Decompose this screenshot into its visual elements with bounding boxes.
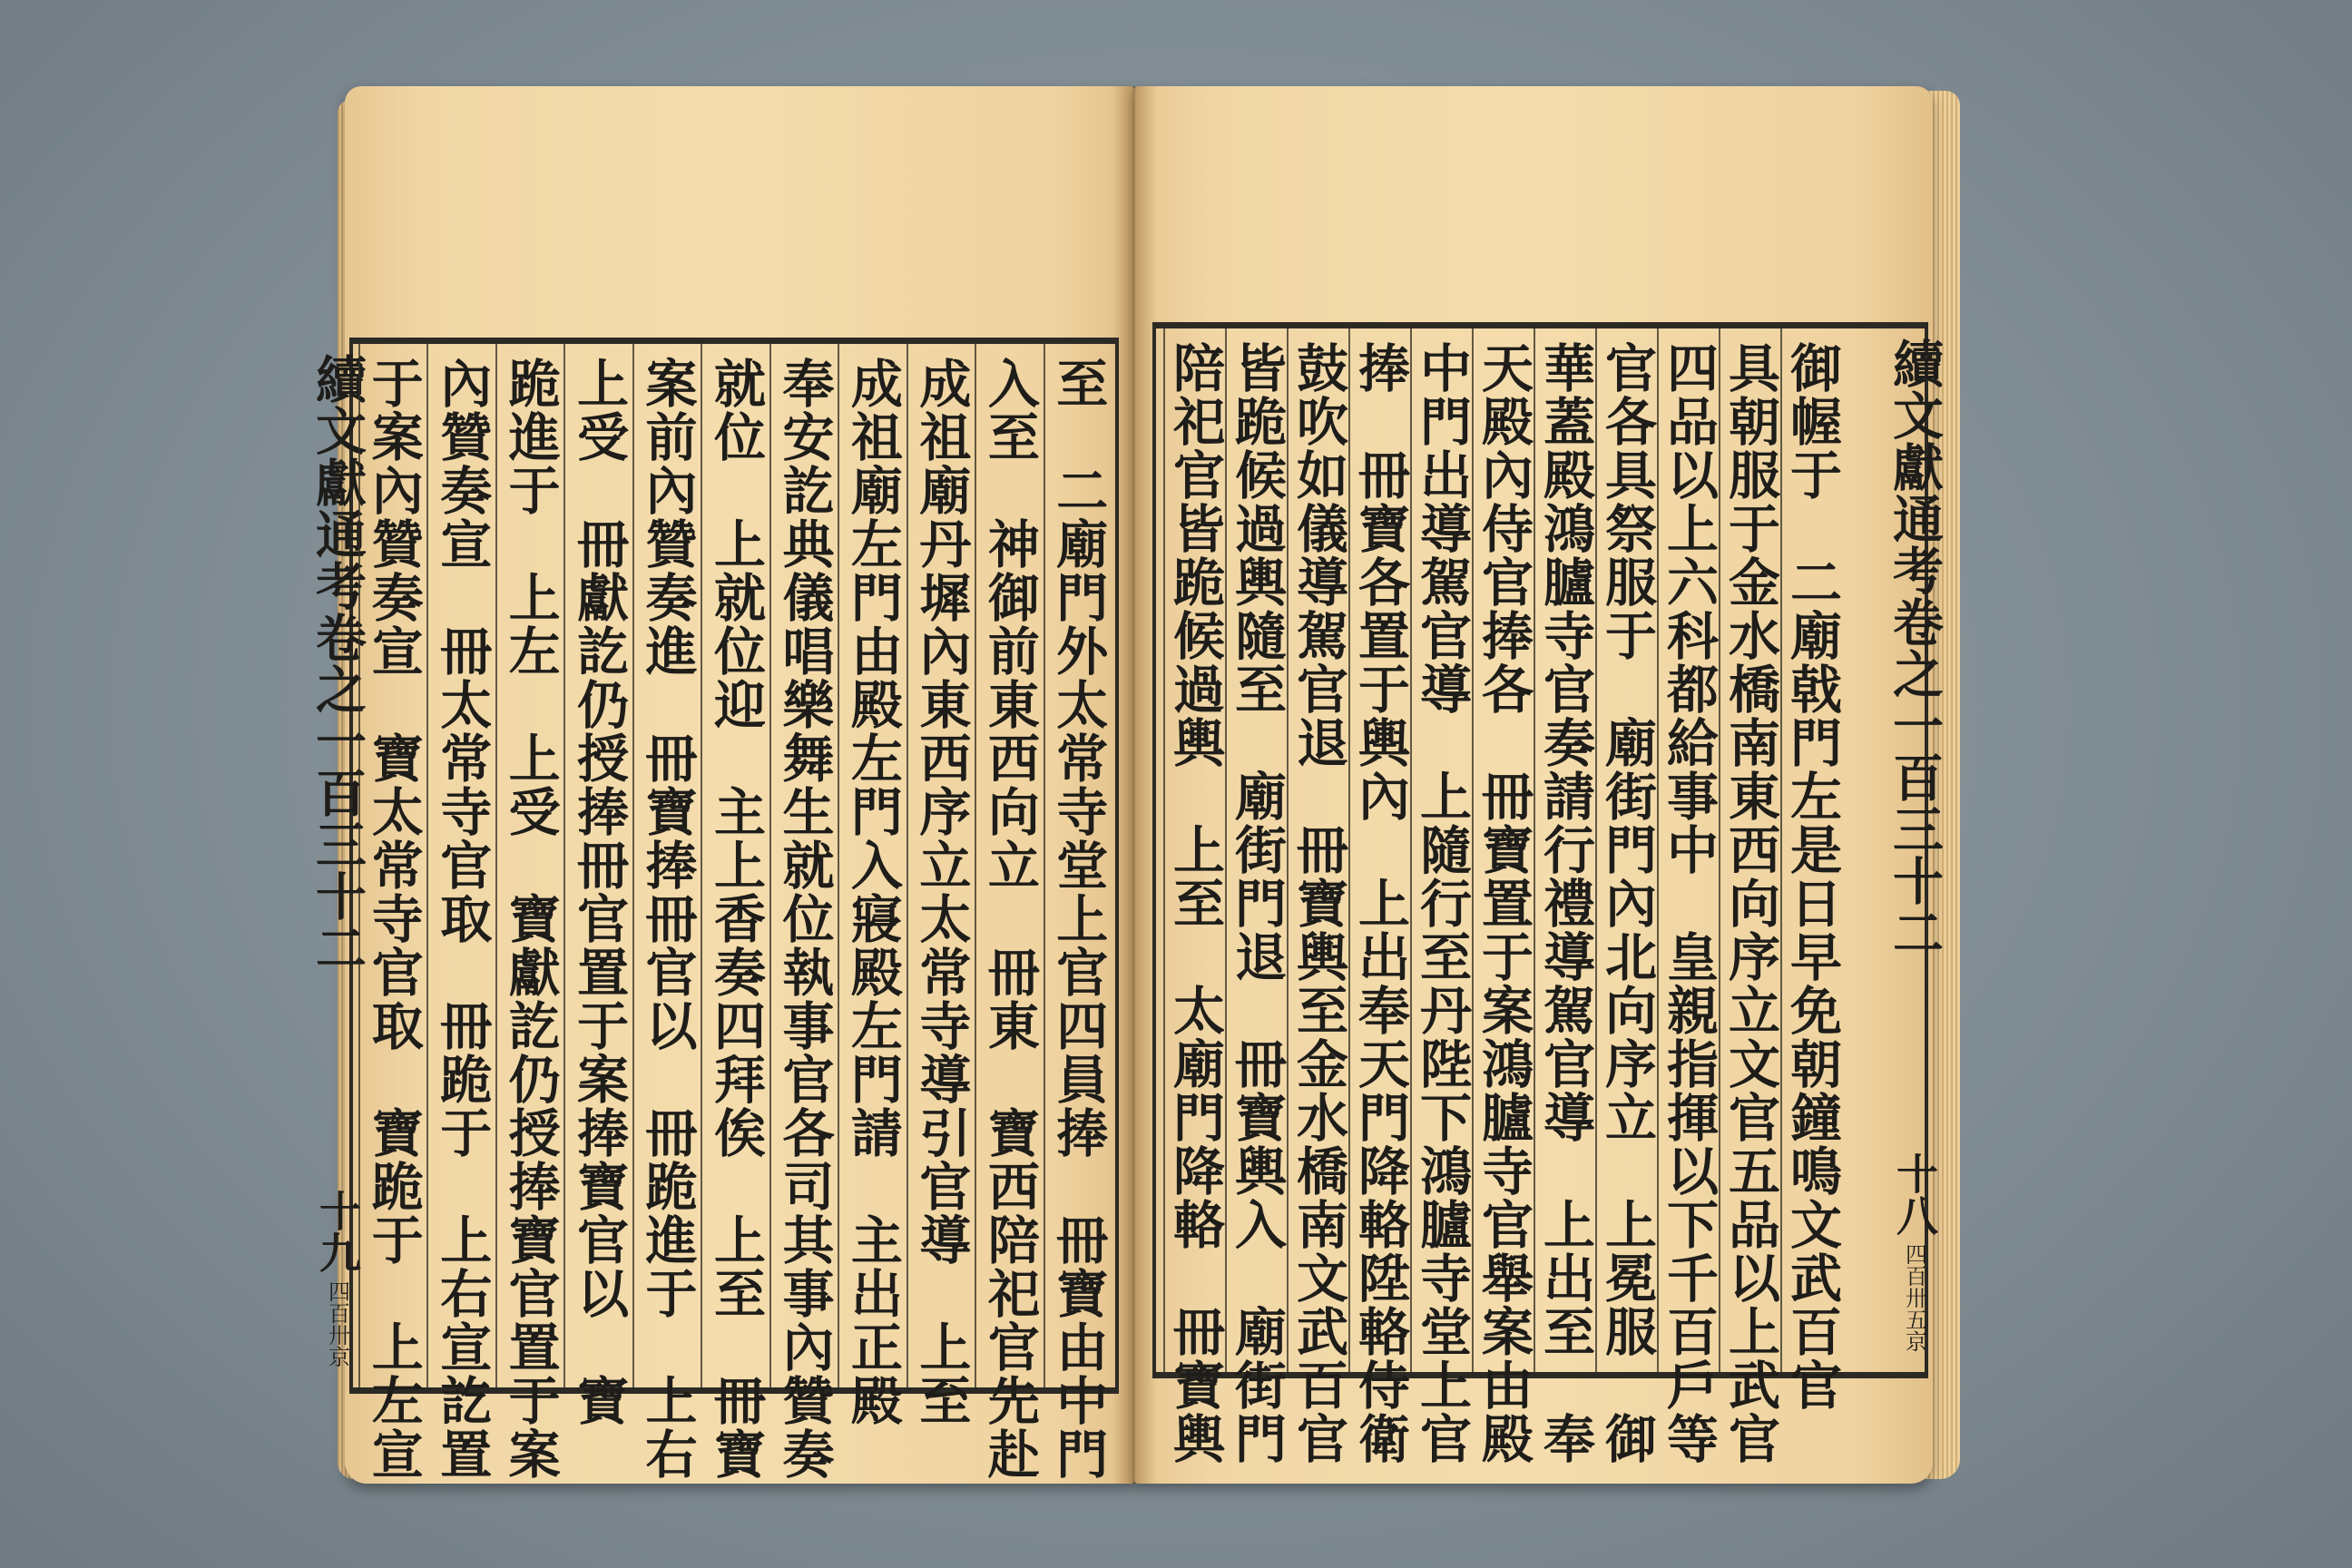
text-column [426,344,495,1481]
text-column [495,344,564,1481]
text-column [838,344,906,1427]
column-text: 具朝服于金水橋南東西向序立文官五品以上武官 [1720,341,1781,1465]
column-text: 成祖廟丹墀內東西序立太常寺導引官導 上至 [910,357,972,1427]
column-text: 御幄于 二廟戟門左是日早免朝鐘鳴文武百官 [1781,341,1843,1412]
text-columns [1163,328,1843,1465]
block-mark: 四百卅五京 [1901,1243,1927,1352]
column-text: 華蓋殿鴻臚寺官奏請行禮導駕官導 上出至 奉 [1534,341,1596,1465]
column-text: 內贊奏宣 冊太常寺官取 冊跪于 上右宣訖置 [431,357,493,1481]
left-frame-border [1152,328,1156,1372]
text-column [632,344,701,1481]
text-column [1472,328,1534,1465]
right-banxin [1883,328,1946,1372]
text-column [1534,328,1596,1465]
text-column [1044,344,1112,1481]
column-text: 就位 上就位迎 主上香奏四拜俟 上至 冊寶 [705,357,767,1481]
column-text: 陪祀官皆跪候過輿 上至 太廟門降輅 冊寶輿 [1164,341,1226,1465]
text-column [1657,328,1720,1465]
column-text: 入至 神御前東西向立 冊東 寶西陪祀官先赴 [979,357,1041,1481]
folio-number: 十九 [313,1190,362,1273]
column-text: 于案內贊奏宣 寶太常寺官取 寶跪于 上左宣 [363,357,425,1481]
column-text: 皆跪候過輿隨至 廟街門退 冊寶輿入 廟街門 [1226,341,1288,1465]
text-column [906,344,975,1427]
block-mark: 四百卅京 [324,1280,350,1367]
banxin-title: 續文獻通考卷之一百三十二 [1885,338,1945,958]
text-column [1225,328,1288,1465]
column-text: 官各具祭服于 廟街門內北向序立 上冕服 御 [1596,341,1658,1465]
text-column [1163,328,1226,1465]
right-text-block [1152,322,1945,1465]
column-text: 案前內贊奏進 冊寶捧冊官以 冊跪進于 上右 [637,357,699,1481]
column-text: 四品以上六科都給事中 皇親指揮以下千百戶等 [1658,341,1720,1465]
text-column [975,344,1043,1481]
column-text: 鼓吹如儀導駕官退 冊寶輿至金水橋南文武百官 [1288,341,1349,1465]
left-text-block [308,338,1119,1481]
text-column [1595,328,1658,1465]
banxin-title: 續文獻通考卷之一百三十二 [308,353,368,974]
column-text: 至 二廟門外太常寺堂上官四員捧 冊寶由中門 [1047,357,1109,1481]
column-text: 天殿內侍官捧各 冊寶置于案鴻臚寺官舉案由殿 [1473,341,1534,1465]
column-text: 捧 冊寶各置于輿內 上出奉天門降輅陞輅侍衛 [1349,341,1411,1465]
text-column [1780,328,1843,1412]
text-column [358,344,426,1481]
right-frame-border [1115,344,1119,1387]
column-text: 中門出導駕官導 上隨行至丹陛下鴻臚寺堂上官 [1411,341,1473,1465]
text-column [564,344,632,1427]
folio-number: 十八 [1890,1152,1939,1236]
text-column [1287,328,1349,1465]
text-columns [358,344,1112,1481]
column-text: 上受 冊獻訖仍授捧冊官置于案捧寶官以 寶 [568,357,630,1427]
column-text: 跪進于 上左 上受 寶獻訖仍授捧寶官置于案 [500,357,562,1481]
text-column [1410,328,1473,1465]
column-text: 成祖廟左門由殿左門入寢殿左門請 主出正殿 [842,357,904,1427]
column-text: 奉安訖典儀唱樂舞生就位執事官各司其事內贊奏 [773,357,835,1481]
text-column [701,344,769,1481]
text-column [1719,328,1781,1465]
text-column [1348,328,1411,1465]
text-column [769,344,838,1481]
